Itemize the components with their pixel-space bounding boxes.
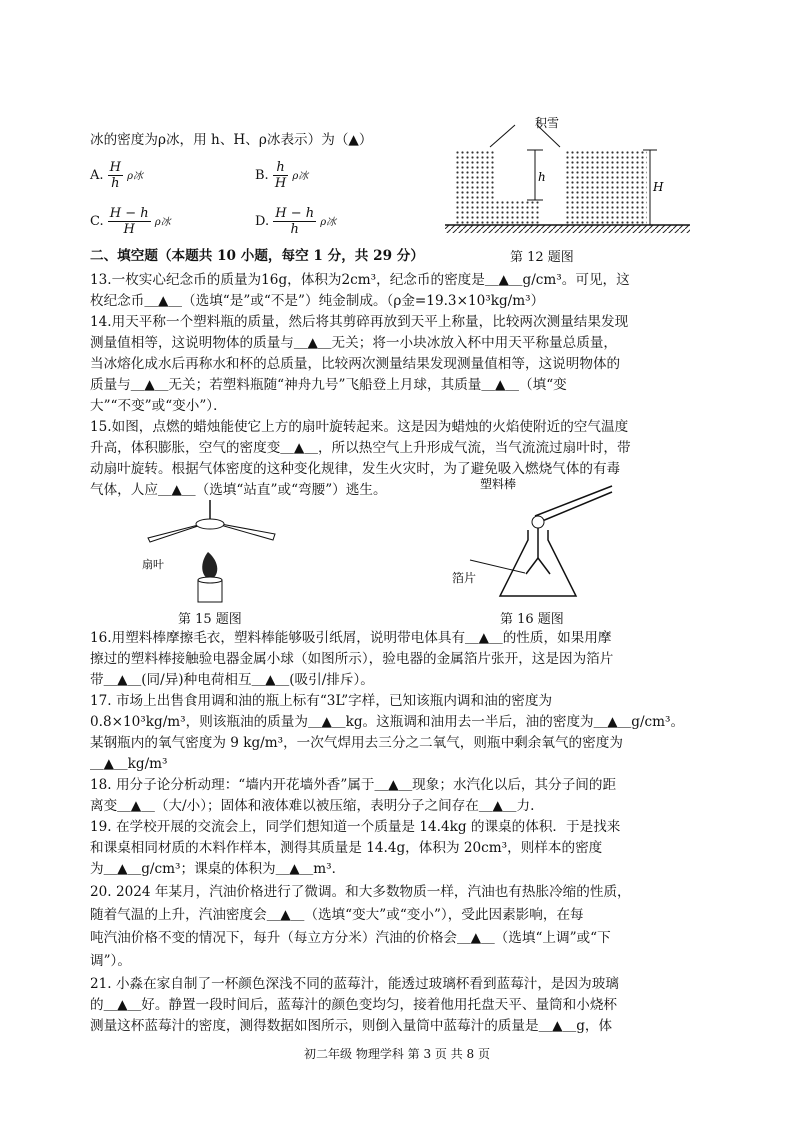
text-line: 质量与＿▲＿无关；若塑料瓶随“神舟九号”飞船登上月球，其质量＿▲＿（填“变 <box>90 377 567 393</box>
option-label: A. <box>90 168 104 183</box>
snow-figure <box>445 115 695 245</box>
q12-option-c: C. $\frac{H - h}{H}$ ρ冰 <box>90 206 171 237</box>
text-line: 18. 用分子论分析动理：“墙内开花墙外香”属于＿▲＿现象；水汽化以后，其分子间的距 <box>90 777 617 793</box>
fig16-caption: 第 16 题图 <box>500 612 564 627</box>
H-label: H <box>653 180 664 194</box>
fan-candle-figure <box>140 500 280 605</box>
h-label: h <box>538 170 546 184</box>
text-line: 枚纪念币＿▲＿（选填“是”或“不是”）纯金制成。（ρ金=19.3×10³kg/m³） <box>90 293 545 309</box>
text-line: ＿▲＿kg/m³ <box>90 756 168 772</box>
text-line: 21. 小淼在家自制了一杯颜色深浅不同的蓝莓汁，能透过玻璃杯看到蓝莓汁，是因为玻璃 <box>90 976 619 992</box>
fan-label: 扇叶 <box>142 558 164 571</box>
text-line: 随着气温的上升，汽油密度会＿▲＿（选填“变大”或“变小”），受此因素影响，在每 <box>90 907 584 923</box>
fraction: $\frac{H - h}{H}$ <box>109 206 149 237</box>
text-line: 13.一枚实心纪念币的质量为16g，体积为2cm³，纪念币的密度是＿▲＿g/cm³。可见，这 <box>90 272 630 288</box>
fig15-caption: 第 15 题图 <box>178 612 242 627</box>
text-line: 19. 在学校开展的交流会上，同学们想知道一个质量是 14.4kg 的课桌的体积．于是找来 <box>90 819 621 835</box>
text-line: 16.用塑料棒摩擦毛衣，塑料棒能够吸引纸屑，说明带电体具有＿▲＿的性质，如果用摩 <box>90 630 612 646</box>
text-line: 带＿▲＿(同/异)种电荷相互＿▲＿(吸引/排斥）。 <box>90 672 374 688</box>
text-line: 升高，体积膨胀，空气的密度变＿▲＿，所以热空气上升形成气流，当气流流过扇叶时，带 <box>90 440 631 456</box>
text-line: 的＿▲＿好。静置一段时间后，蓝莓汁的颜色变均匀，接着他用托盘天平、量筒和小烧杯 <box>90 997 618 1013</box>
electroscope-figure <box>440 478 620 608</box>
option-label: D. <box>255 214 270 229</box>
text-line: 吨汽油价格不变的情况下，每升（每立方分米）汽油的价格会＿▲＿（选填“上调”或“下 <box>90 930 611 946</box>
text-line: 某钢瓶内的氧气密度为 9 kg/m³，一次气焊用去三分之二氧气，则瓶中剩余氧气的密度为 <box>90 735 623 751</box>
snow-label: 积雪 <box>535 116 560 130</box>
text-line: 17. 市场上出售食用调和油的瓶上标有“3L”字样，已知该瓶内调和油的密度为 <box>90 693 553 709</box>
rod-label: 塑料棒 <box>480 478 517 491</box>
option-label: B. <box>255 168 269 183</box>
text-line: 14.用天平称一个塑料瓶的质量，然后将其剪碎再放到天平上称量，比较两次测量结果发现 <box>90 314 629 330</box>
text-line: 擦过的塑料棒接触验电器金属小球（如图所示），验电器的金属箔片张开，这是因为箔片 <box>90 651 614 667</box>
foil-label: 箔片 <box>452 571 477 585</box>
text-line: 15.如图，点燃的蜡烛能使它上方的扇叶旋转起来。这是因为蜡烛的火焰使附近的空气温度 <box>90 419 629 435</box>
text-line: 测量这杯蓝莓汁的密度，测得数据如图所示，则倒入量筒中蓝莓汁的质量是＿▲＿g，体 <box>90 1018 613 1034</box>
q12-option-a: A. $\frac{H}{h}$ ρ冰 <box>90 160 144 191</box>
text-line: 离变＿▲＿（大/小）；固体和液体难以被压缩，表明分子之间存在＿▲＿力. <box>90 798 535 814</box>
fig12-caption: 第 12 题图 <box>510 250 574 265</box>
section-heading: 二、填空题（本题共 10 小题，每空 1 分，共 29 分） <box>90 248 424 264</box>
text-line: 20. 2024 年某月，汽油价格进行了微调。和大多数物质一样，汽油也有热胀冷缩的性质， <box>90 884 631 900</box>
text-line: 大”“不变”或“变小”）． <box>90 398 227 414</box>
option-label: C. <box>90 214 104 229</box>
text-line: 为＿▲＿g/cm³；课桌的体积为＿▲＿m³． <box>90 861 346 877</box>
text-line: 当冰熔化成水后再称水和杯的总质量，比较两次测量结果发现测量值相等，这说明物体的 <box>90 356 621 372</box>
text-line: 0.8×10³kg/m³，则该瓶油的质量为＿▲＿kg。这瓶调和油用去一半后，油的密度为＿▲＿g/cm³。 <box>90 714 685 730</box>
fraction: $\frac{H - h}{h}$ <box>275 206 315 237</box>
text-line: 测量值相等，这说明物体的质量与＿▲＿无关；将一小块冰放入杯中用天平称量总质量， <box>90 335 618 351</box>
text-line: 动扇叶旋转。根据气体密度的这种变化规律，发生火灾时，为了避免吸入燃烧气体的有毒 <box>90 461 621 477</box>
text-line: 气体，人应＿▲＿（选填“站直”或“弯腰”）逃生。 <box>90 482 387 498</box>
q12-option-d: D. $\frac{H - h}{h}$ ρ冰 <box>255 206 337 237</box>
text-line: 调”）。 <box>90 953 131 969</box>
q12-stem-tail: 冰的密度为ρ冰，用 h、H、ρ冰表示）为（▲） <box>90 132 373 148</box>
q12-option-b: B. $\frac{h}{H}$ ρ冰 <box>255 160 309 191</box>
fraction: $\frac{H}{h}$ <box>109 160 122 191</box>
fraction: $\frac{h}{H}$ <box>274 160 287 191</box>
text-line: 和课桌相同材质的木料作样本，测得其质量是 14.4g，体积为 20cm³，则样本的密度 <box>90 840 603 856</box>
page-footer: 初二年级 物理学科 第 3 页 共 8 页 <box>304 1047 490 1061</box>
